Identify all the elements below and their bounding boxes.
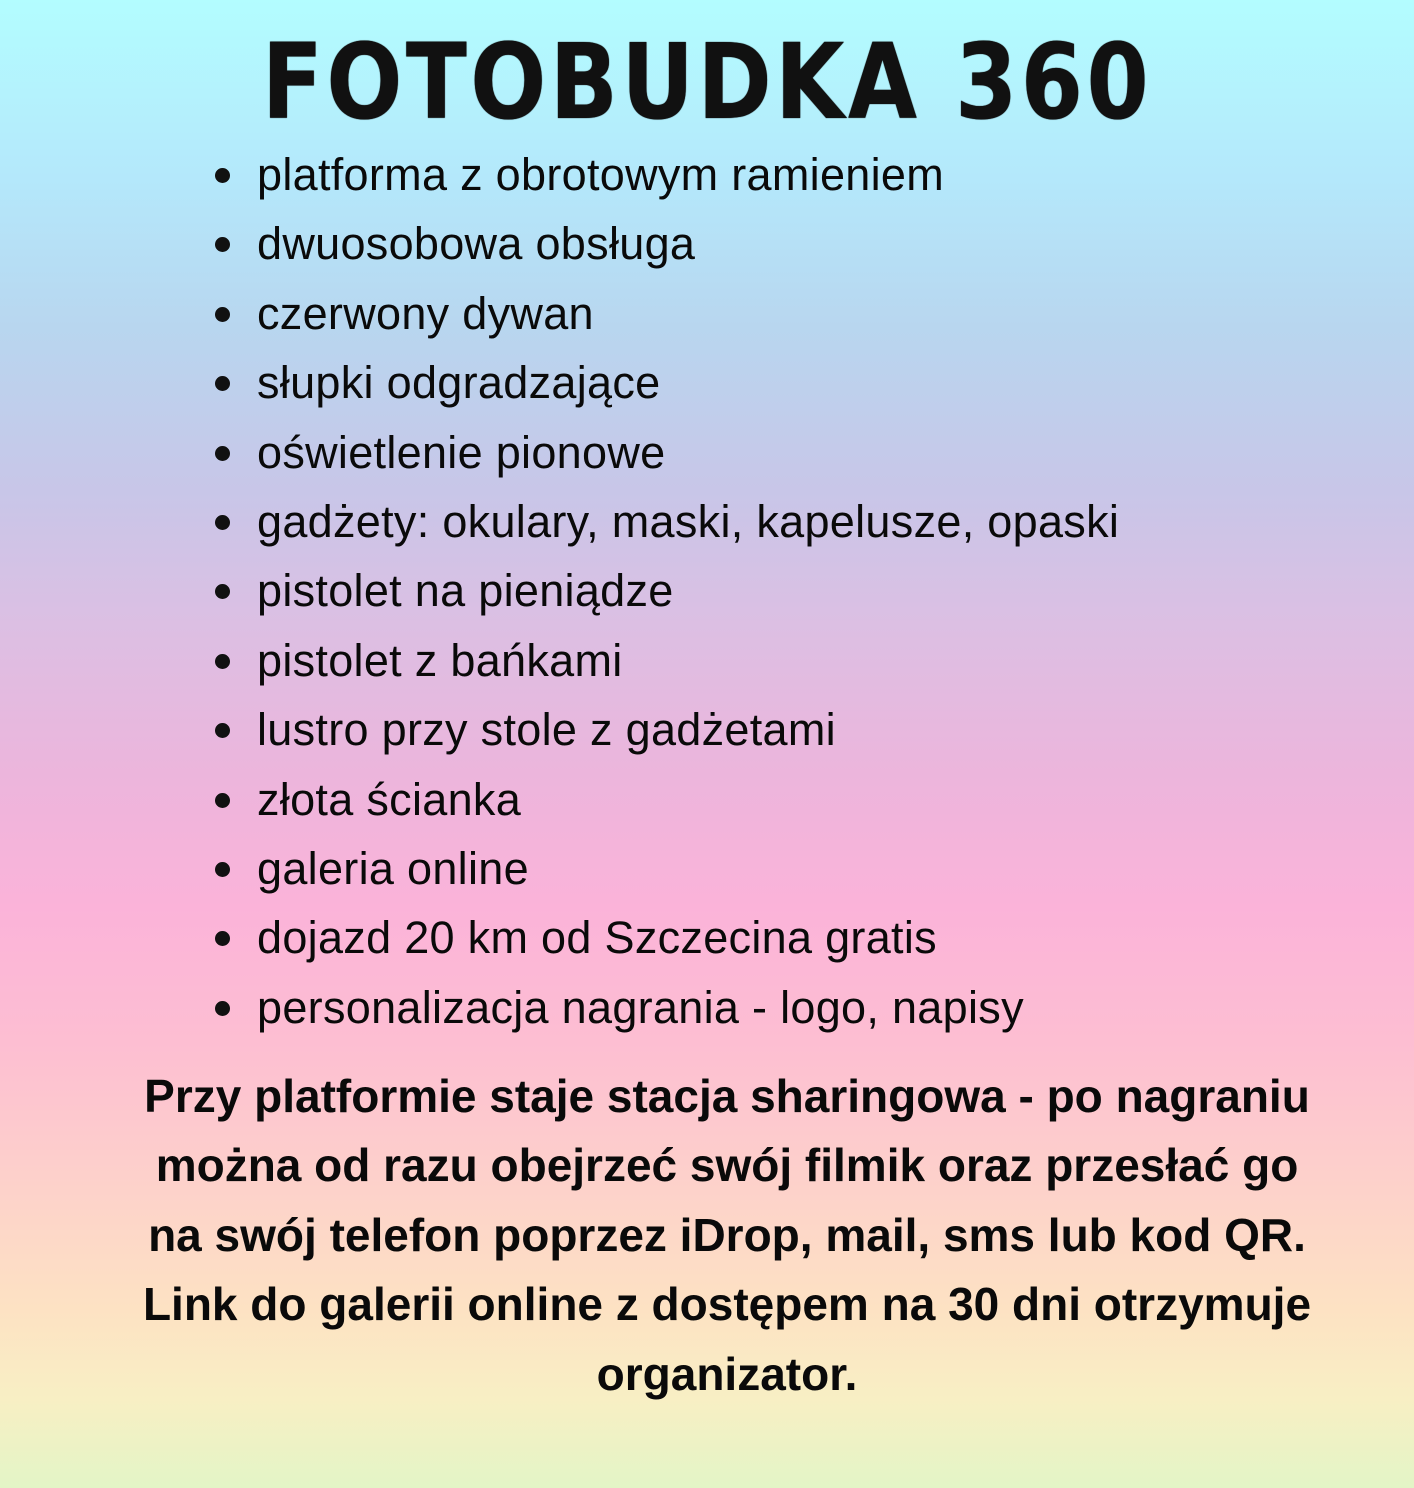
- list-item: [210, 209, 1119, 278]
- bullet-icon: [215, 931, 230, 946]
- feature-label: pistolet z bańkami: [257, 634, 623, 686]
- list-item: [210, 626, 1119, 695]
- list-item: [210, 903, 1119, 972]
- feature-list: [210, 140, 1119, 1042]
- bullet-icon: [215, 1001, 230, 1016]
- bullet-icon: [215, 793, 230, 808]
- summary-paragraph: Przy platformie staje stacja sharingowa - po nagraniu można od razu obejrzeć swój filmik oraz przesłać go na swój telefon poprzez iDrop, mail, sms lub kod QR. Link do galerii online z dostępem na 30 dni otrzymuje organizator.: [142, 1070, 1312, 1400]
- list-item: [210, 348, 1119, 417]
- bullet-icon: [215, 168, 230, 183]
- bullet-icon: [215, 862, 230, 877]
- feature-label: dojazd 20 km od Szczecina gratis: [257, 912, 937, 964]
- bullet-icon: [215, 376, 230, 391]
- feature-label: pistolet na pieniądze: [257, 565, 674, 617]
- bullet-icon: [215, 515, 230, 530]
- page-title: FOTOBUDKA 360: [261, 21, 1153, 143]
- feature-label: gadżety: okulary, maski, kapelusze, opaski: [257, 496, 1120, 548]
- bullet-icon: [215, 237, 230, 252]
- feature-label: słupki odgradzające: [257, 357, 661, 409]
- bullet-icon: [215, 654, 230, 669]
- feature-label: złota ścianka: [257, 773, 522, 825]
- bullet-icon: [215, 446, 230, 461]
- feature-label: czerwony dywan: [257, 287, 594, 339]
- list-item: [210, 973, 1119, 1042]
- list-item: [210, 418, 1119, 487]
- list-item: [210, 695, 1119, 764]
- feature-label: personalizacja nagrania - logo, napisy: [257, 981, 1024, 1033]
- feature-label: lustro przy stole z gadżetami: [257, 704, 836, 756]
- feature-label: oświetlenie pionowe: [257, 426, 666, 478]
- feature-label: galeria online: [257, 843, 529, 895]
- bullet-icon: [215, 307, 230, 322]
- bullet-icon: [215, 723, 230, 738]
- list-item: [210, 765, 1119, 834]
- list-item: [210, 140, 1119, 209]
- feature-label: dwuosobowa obsługa: [257, 218, 696, 270]
- list-item: [210, 487, 1119, 556]
- list-item: [210, 834, 1119, 903]
- list-item: [210, 556, 1119, 625]
- bullet-icon: [215, 584, 230, 599]
- list-item: [210, 279, 1119, 348]
- feature-label: platforma z obrotowym ramieniem: [257, 149, 945, 200]
